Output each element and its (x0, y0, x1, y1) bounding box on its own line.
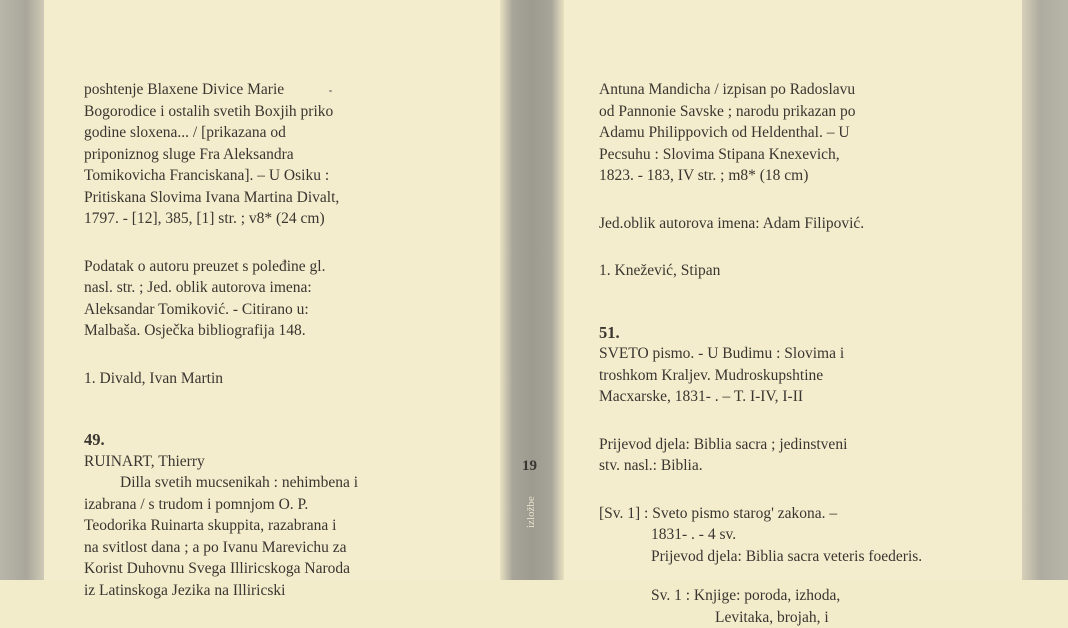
left-page-edge (0, 0, 44, 580)
index-entry: 1. Divald, Ivan Martin (84, 368, 358, 390)
volume-line: [Sv. 1] : Sveto pismo starog' zakona. – (599, 503, 922, 525)
text-line: 1823. - 183, IV str. ; m8* (18 cm) (599, 165, 922, 187)
entry-number: 51. (599, 322, 922, 344)
text-line: godine sloxena... / [prikazana od (84, 122, 358, 144)
volume-sub: 1831- . - 4 sv. (599, 524, 922, 546)
translation-line: Prijevod djela: Biblia sacra ; jedinstveni (599, 434, 922, 456)
title-line: izabrana / s trudom i pomnjom O. P. (84, 494, 358, 516)
translation-line: stv. nasl.: Biblia. (599, 455, 922, 477)
text-line: Adamu Philippovich od Heldenthal. – U (599, 122, 922, 144)
right-page-text (599, 79, 922, 628)
note-line: Podatak o autoru preuzet s poleđine gl. (84, 256, 358, 278)
sub-volume-cont: Levitaka, brojah, i (599, 607, 922, 628)
left-page-text (84, 79, 358, 601)
entry-number: 49. (84, 429, 358, 451)
index-entry: 1. Knežević, Stipan (599, 260, 922, 282)
right-page-edge (1022, 0, 1068, 580)
entry-author: RUINART, Thierry (84, 451, 358, 473)
entry-line: Macxarske, 1831- . – T. I-IV, I-II (599, 386, 922, 408)
text-line: Bogorodice i ostalih svetih Boxjih priko (84, 101, 358, 123)
note-line: nasl. str. ; Jed. oblik autorova imena: (84, 277, 358, 299)
book-gutter (500, 0, 564, 580)
text-line: poshtenje Blaxene Divice Marie (84, 79, 358, 101)
sub-volume-line: Sv. 1 : Knjige: poroda, izhoda, (599, 585, 922, 607)
volume-translation: Prijevod djela: Biblia sacra veteris foederis. (599, 546, 922, 568)
text-line: Antuna Mandicha / izpisan po Radoslavu (599, 79, 922, 101)
text-line: Pecsuhu : Slovima Stipana Knexevich, (599, 144, 922, 166)
title-line: Korist Duhovnu Svega Illiricskoga Naroda (84, 558, 358, 580)
entry-line: SVETO pismo. - U Budimu : Slovima i (599, 343, 922, 365)
title-line: na svitlost dana ; a po Ivanu Marevichu za (84, 537, 358, 559)
text-line: Tomikovicha Franciskana]. – U Osiku : (84, 165, 358, 187)
entry-line: troshkom Kraljev. Mudroskupshtine (599, 365, 922, 387)
note-line: Malbaša. Osječka bibliografija 148. (84, 320, 358, 342)
text-line: od Pannonie Savske ; narodu prikazan po (599, 101, 922, 123)
note-line: Aleksandar Tomiković. - Citirano u: (84, 299, 358, 321)
title-line: Dilla svetih mucsenikah : nehimbena i (84, 472, 358, 494)
spine-label: izložbe (525, 496, 537, 528)
text-line: priponiznog sluge Fra Aleksandra (84, 144, 358, 166)
name-form-note: Jed.oblik autorova imena: Adam Filipović. (599, 213, 922, 235)
text-line: Pritiskana Slovima Ivana Martina Divalt, (84, 187, 358, 209)
text-line: 1797. - [12], 385, [1] str. ; v8* (24 cm) (84, 208, 358, 230)
title-line: iz Latinskoga Jezika na Illiricski (84, 580, 358, 602)
page-number: 19 (522, 458, 537, 475)
title-line: Teodorika Ruinarta skuppita, razabrana i (84, 515, 358, 537)
